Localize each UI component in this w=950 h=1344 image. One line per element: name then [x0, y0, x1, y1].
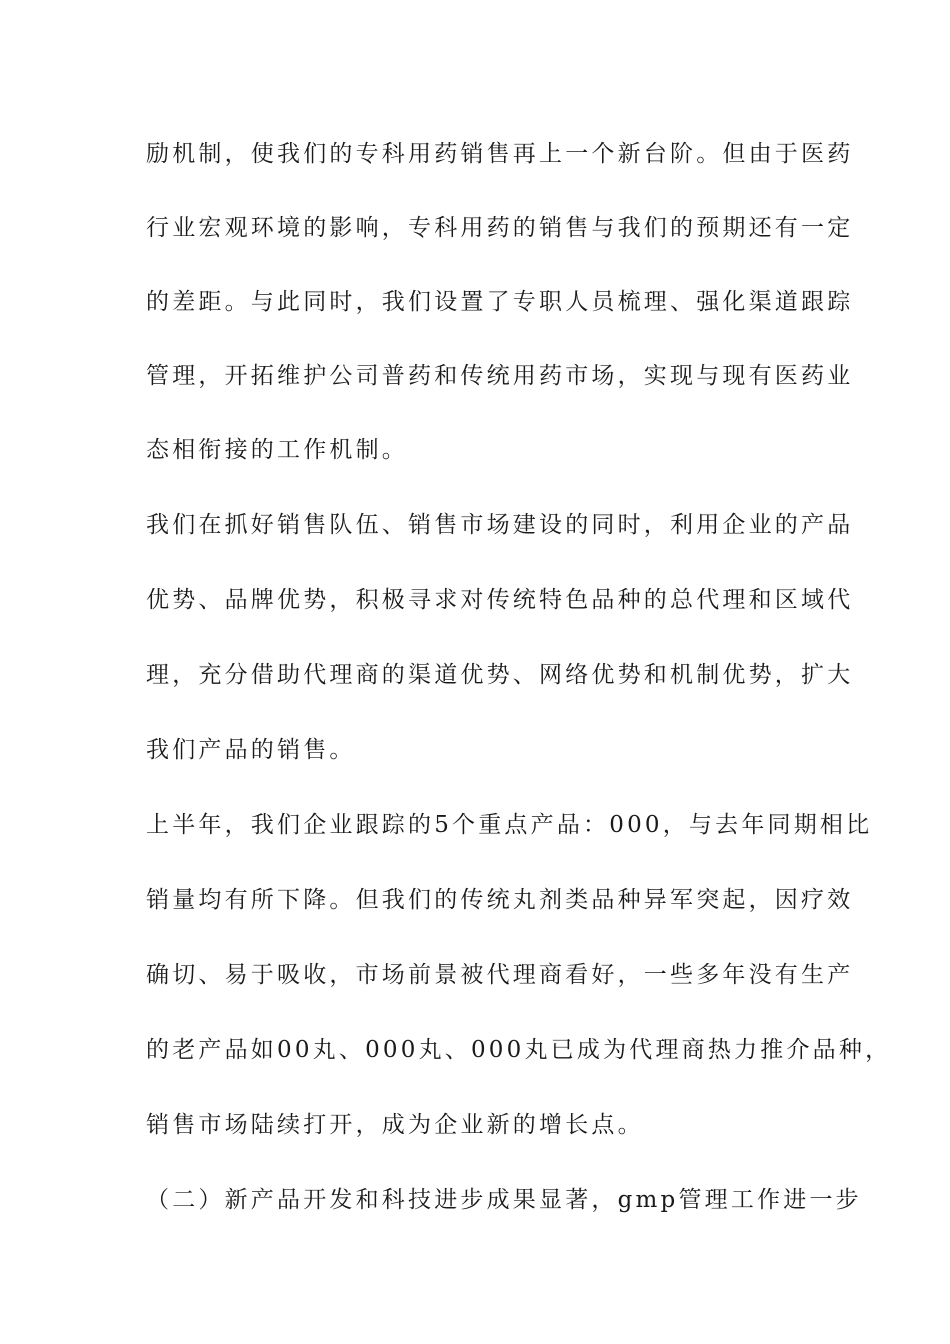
paragraph-1-line-5: 态相衔接的工作机制。 — [146, 437, 408, 463]
paragraph-1-line-1: 励机制，使我们的专科用药销售再上一个新台阶。但由于医药 — [146, 141, 854, 167]
paragraph-3-line-1: 上半年，我们企业跟踪的5个重点产品：000，与去年同期相比 — [146, 812, 873, 838]
paragraph-1-line-4: 管理，开拓维护公司普药和传统用药市场，实现与现有医药业 — [146, 363, 854, 389]
paragraph-2-line-2: 优势、品牌优势，积极寻求对传统特色品种的总代理和区域代 — [146, 587, 854, 613]
paragraph-2-line-1: 我们在抓好销售队伍、销售市场建设的同时，利用企业的产品 — [146, 512, 854, 538]
paragraph-3-line-3: 确切、易于吸收，市场前景被代理商看好，一些多年没有生产 — [146, 962, 854, 988]
paragraph-2-line-3: 理，充分借助代理商的渠道优势、网络优势和机制优势，扩大 — [146, 662, 854, 688]
section-heading: （二）新产品开发和科技进步成果显著，gmp管理工作进一步 — [146, 1187, 862, 1213]
paragraph-3-line-4: 的老产品如00丸、000丸、000丸已成为代理商热力推介品种， — [146, 1037, 892, 1063]
paragraph-1-line-2: 行业宏观环境的影响，专科用药的销售与我们的预期还有一定 — [146, 215, 854, 241]
paragraph-3-line-2: 销量均有所下降。但我们的传统丸剂类品种异军突起，因疗效 — [146, 887, 854, 913]
paragraph-3-line-5: 销售市场陆续打开，成为企业新的增长点。 — [146, 1112, 644, 1138]
paragraph-1-line-3: 的差距。与此同时，我们设置了专职人员梳理、强化渠道跟踪 — [146, 289, 854, 315]
paragraph-2-line-4: 我们产品的销售。 — [146, 737, 356, 763]
